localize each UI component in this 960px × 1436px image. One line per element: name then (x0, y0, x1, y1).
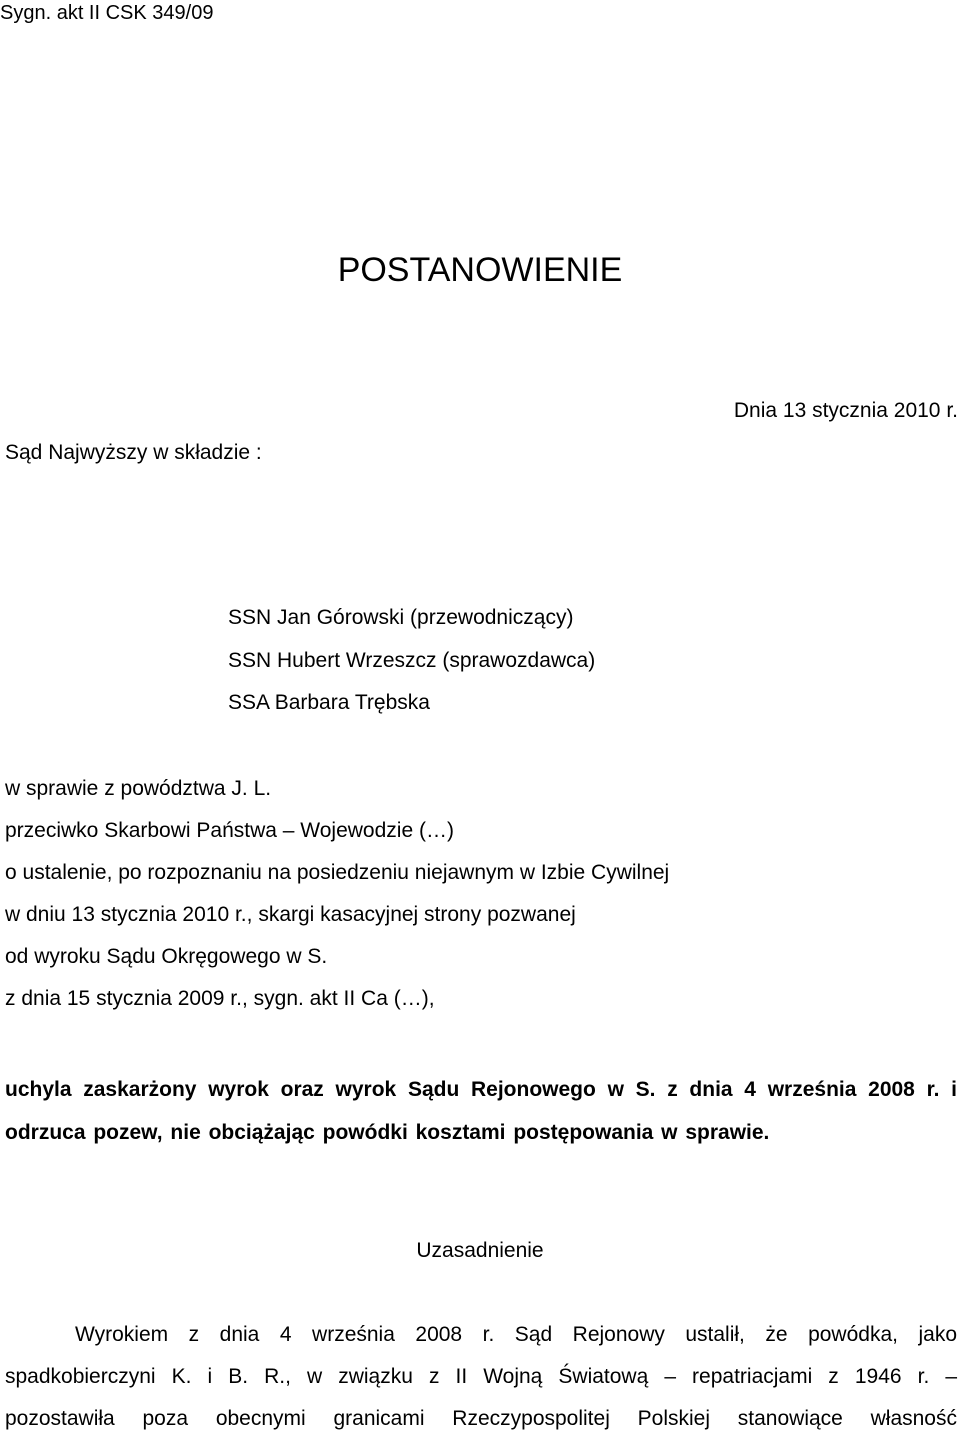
ruling-text: uchyla zaskarżony wyrok oraz wyrok Sądu Rejonowego w S. z dnia 4 września 2008 r. i odrzuca pozew, nie obciążając powódki kosztami postępowania w sprawie. (5, 1078, 957, 1144)
justification-line: spadkobierczyni K. i B. R., w związku z II Wojną Światową – repatriacjami z 1946 r. – (5, 1365, 957, 1388)
judge-rapporteur: SSN Hubert Wrzeszcz (sprawozdawca) (228, 649, 596, 672)
case-line-defendant: przeciwko Skarbowi Państwa – Wojewodzie (…) (5, 819, 454, 842)
case-line-subject: o ustalenie, po rozpoznaniu na posiedzeniu niejawnym w Izbie Cywilnej (5, 861, 670, 884)
case-number: Sygn. akt II CSK 349/09 (0, 2, 214, 24)
case-line-plaintiff: w sprawie z powództwa J. L. (5, 777, 272, 800)
document-date: Dnia 13 stycznia 2010 r. (733, 399, 958, 422)
case-line-court: od wyroku Sądu Okręgowego w S. (5, 945, 328, 968)
judge-member: SSA Barbara Trębska (228, 691, 430, 714)
document-title: POSTANOWIENIE (337, 251, 623, 289)
court-composition-label: Sąd Najwyższy w składzie : (5, 441, 262, 464)
justification-line: Wyrokiem z dnia 4 września 2008 r. Sąd Rejonowy ustalił, że powódka, jako (75, 1323, 957, 1346)
justification-title: Uzasadnienie (416, 1239, 544, 1262)
judge-presiding: SSN Jan Górowski (przewodniczący) (228, 606, 574, 629)
case-line-judgment: z dnia 15 stycznia 2009 r., sygn. akt II Ca (…), (5, 987, 435, 1010)
case-line-complaint: w dniu 13 stycznia 2010 r., skargi kasacyjnej strony pozwanej (5, 903, 576, 926)
justification-line: pozostawiła poza obecnymi granicami Rzeczypospolitej Polskiej stanowiące własność (5, 1407, 957, 1430)
